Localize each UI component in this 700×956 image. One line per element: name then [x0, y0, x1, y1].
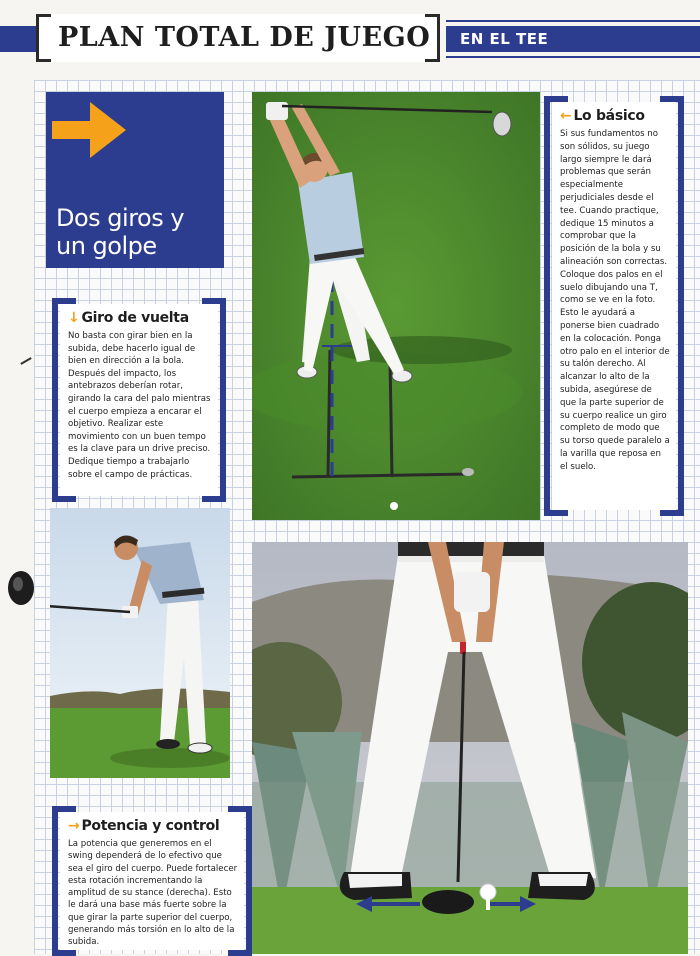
header-tag-rule-top	[446, 20, 700, 22]
lo-basico-body: Si sus fundamentos no son sólidos, su juego largo siempre le dará problemas que serán especialmente perjudiciales desde el tee. Cuando practique, dedique 15 minutos a comprobar que la posición de la bola y su alineación son correctas. Coloque dos palos en el suelo dibujando una T, como se ve en la foto. Esto le ayudará a ponerse bien cuadrado en la colocación. Ponga otro palo en el interior de su talón derecho. Al alcanzar lo alto de la subida, asegúrese de que la parte superior de su cuerpo realice un giro completo de modo que su torso quede paralelo a la varilla que reposa en el suelo.	[560, 129, 670, 472]
feature-title-line2: un golpe	[56, 232, 157, 260]
page-title: PLAN TOTAL DE JUEGO	[58, 22, 431, 53]
section-tag: EN EL TEE	[446, 26, 700, 52]
potencia-y-control-heading: → Potencia y control	[68, 818, 220, 834]
photo-wide-stance	[252, 542, 688, 954]
lo-basico-box	[552, 102, 676, 510]
header-tag-rule-bottom	[446, 56, 700, 58]
stray-mark	[20, 357, 31, 365]
lo-basico-heading: ← Lo básico	[560, 108, 645, 124]
giro-de-vuelta-body: No basta con girar bien en la subida, debe hacerlo igual de bien en dirección a la bola. Después del impacto, los antebrazos deberían rotar, girando la cara del palo mientras el cuerpo empieza a encarar el objetivo. Realizar este movimiento con un buen tempo es la clave para un drive preciso. Dedique tiempo a trabajarlo sobre el campo de prácticas.	[68, 331, 211, 480]
driver-head-icon	[6, 570, 36, 610]
arrow-left-icon: ←	[560, 108, 572, 124]
feature-title-line1: Dos giros y	[56, 204, 185, 232]
arrow-right-icon	[50, 94, 130, 164]
giro-de-vuelta-heading: ↓ Giro de vuelta	[68, 310, 189, 326]
potencia-y-control-box	[60, 812, 244, 950]
giro-de-vuelta-box	[60, 304, 218, 496]
header-rule-left	[0, 26, 36, 52]
arrow-right-icon: →	[68, 818, 80, 834]
photo-follow-through	[50, 508, 230, 778]
feature-title-block	[46, 92, 224, 268]
feature-title	[56, 204, 224, 260]
photo-backswing-alignment	[252, 92, 540, 520]
arrow-down-icon: ↓	[68, 310, 80, 326]
potencia-y-control-body: La potencia que generemos en el swing dependerá de lo efectivo que sea el giro del cuerpo. Puede fortalecer esta rotación incrementando la amplitud de su stance (derecha). Esto le dará una base más fuerte sobre la que girar la parte superior del cuerpo, generando más torsión en lo alto de la subida.	[68, 839, 238, 948]
